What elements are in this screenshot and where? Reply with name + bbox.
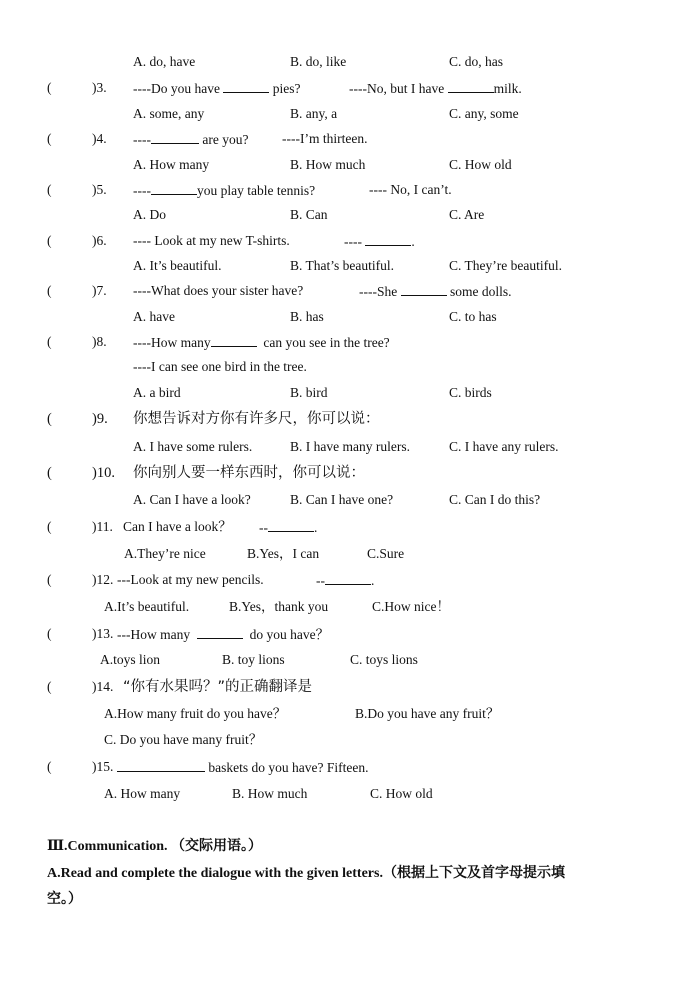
question-text: Can I have a look？ — [123, 519, 232, 534]
question-number: )10. — [92, 465, 115, 481]
q15-options — [0, 784, 696, 804]
instruction-line-2: 空。） — [47, 892, 82, 907]
q5-stem — [0, 180, 696, 200]
question-text: ---How many do you have？ — [117, 624, 329, 645]
q8-options — [0, 383, 696, 403]
question-text-reply: ----I can see one bird in the tree. — [133, 359, 307, 374]
q7-options — [0, 307, 696, 327]
answer-blank[interactable] — [117, 757, 205, 772]
q9-options — [0, 437, 696, 457]
question-text: ---- Look at my new T-shirts. — [133, 233, 290, 248]
option-c: C. Can I do this? — [449, 492, 541, 507]
q8-stem — [0, 332, 696, 352]
option-b: B. Can I have one? — [290, 492, 394, 507]
q14-stem — [0, 677, 696, 697]
answer-paren: ( — [47, 80, 52, 95]
answer-paren: ( — [47, 465, 52, 481]
question-number: )9. — [92, 411, 108, 427]
answer-paren: ( — [47, 759, 52, 774]
q3-options — [0, 104, 696, 124]
q12-stem — [0, 570, 696, 590]
question-text: ----How many can you see in the tree? — [133, 332, 390, 353]
question-number: )6. — [92, 233, 107, 248]
answer-paren: ( — [47, 131, 52, 146]
question-number: )7. — [92, 283, 107, 298]
option-a: A. Can I have a look? — [133, 492, 251, 507]
question-text-reply: ---- . — [344, 231, 415, 252]
answer-paren: ( — [47, 679, 52, 694]
answer-blank[interactable] — [223, 78, 269, 93]
option-c: C. any, some — [449, 106, 519, 121]
answer-paren: ( — [47, 182, 52, 197]
question-number: )14. — [92, 679, 114, 694]
option-b: B.Do you have any fruit？ — [355, 706, 500, 721]
question-text: ----Do you have pies? — [133, 78, 300, 99]
option-c: C. They’re beautiful. — [449, 258, 562, 273]
option-b: B. That’s beautiful. — [290, 258, 394, 273]
answer-blank[interactable] — [211, 332, 257, 347]
option-b: B. any, a — [290, 106, 338, 121]
option-a: A. a bird — [133, 385, 181, 400]
option-a: A. have — [133, 309, 175, 324]
answer-paren: ( — [47, 626, 52, 641]
option-c: C. I have any rulers. — [449, 439, 559, 454]
question-text: ----What does your sister have? — [133, 283, 304, 298]
option-c: C. toys lions — [350, 652, 418, 667]
answer-blank[interactable] — [151, 129, 199, 144]
answer-paren: ( — [47, 334, 52, 349]
answer-paren: ( — [47, 519, 52, 534]
section-title: Ⅲ.Communication. （交际用语。） — [47, 839, 262, 854]
answer-blank[interactable] — [268, 517, 314, 532]
q8-reply — [0, 357, 696, 377]
q14-options-row2 — [0, 730, 696, 750]
option-b: B. bird — [290, 385, 328, 400]
option-a: A.They’re nice — [124, 546, 206, 561]
option-b: B. Can — [290, 207, 328, 222]
option-a: A. How many — [133, 157, 210, 172]
question-number: )8. — [92, 334, 107, 349]
question-number: )3. — [92, 80, 107, 95]
option-c: C. How old — [449, 157, 512, 172]
q4-options — [0, 155, 696, 175]
q6-stem — [0, 231, 696, 251]
answer-paren: ( — [47, 572, 52, 587]
option-b: B.Yes，thank you — [229, 599, 329, 614]
answer-paren: ( — [47, 411, 52, 427]
option-b: B. has — [290, 309, 324, 324]
q11-stem — [0, 517, 696, 537]
option-a: A. It’s beautiful. — [133, 258, 222, 273]
q13-stem — [0, 624, 696, 644]
answer-blank[interactable] — [365, 231, 411, 246]
option-b: B. How much — [232, 786, 308, 801]
option-c: C. Do you have many fruit？ — [104, 732, 263, 747]
q4-stem — [0, 129, 696, 149]
question-text: “你有水果吗？”的正确翻译是 — [123, 679, 313, 695]
question-text: ---- you play table tennis? — [133, 180, 315, 201]
option-a: A.It’s beautiful. — [104, 599, 190, 614]
question-text: ---Look at my new pencils. — [117, 572, 264, 587]
question-text-reply: ----She some dolls. — [359, 281, 512, 302]
q7-stem — [0, 281, 696, 301]
answer-blank[interactable] — [197, 624, 243, 639]
section-instruction — [0, 864, 696, 884]
answer-blank[interactable] — [151, 180, 197, 195]
option-a: A. How many — [104, 786, 181, 801]
option-c: C. How old — [370, 786, 433, 801]
option-b: B. do, like — [290, 54, 347, 69]
q11-options — [0, 544, 696, 564]
question-text: ---- are you? — [133, 129, 248, 150]
question-text-reply: ----I’m thirteen. — [282, 131, 368, 146]
option-c: C.How nice！ — [372, 599, 450, 614]
question-number: )4. — [92, 131, 107, 146]
answer-blank[interactable] — [325, 570, 371, 585]
option-a: A. I have some rulers. — [133, 439, 253, 454]
option-c: C. birds — [449, 385, 492, 400]
question-text-reply: ---- No, I can’t. — [369, 182, 452, 197]
option-c: C.Sure — [367, 546, 405, 561]
option-c: C. do, has — [449, 54, 503, 69]
question-number: )15. — [92, 759, 114, 774]
option-b: B. I have many rulers. — [290, 439, 410, 454]
option-c: C. to has — [449, 309, 497, 324]
option-b: B.Yes，I can — [247, 546, 320, 561]
q3-stem — [0, 78, 696, 98]
option-a: A. Do — [133, 207, 166, 222]
option-a: A.toys lion — [100, 652, 161, 667]
q13-options — [0, 650, 696, 670]
option-a: A. do, have — [133, 54, 196, 69]
question-number: )5. — [92, 182, 107, 197]
answer-blank[interactable] — [401, 281, 447, 296]
question-text: 你向别人要一样东西时，你可以说： — [133, 465, 365, 481]
q6-options — [0, 256, 696, 276]
question-text: baskets do you have? Fifteen. — [117, 757, 368, 778]
question-number: )13. — [92, 626, 114, 641]
q10-options — [0, 490, 696, 510]
q12-options — [0, 597, 696, 617]
question-text-reply: -- . — [316, 570, 374, 591]
option-b: B. How much — [290, 157, 366, 172]
option-a: A.How many fruit do you have？ — [104, 706, 287, 721]
instruction-line-1: A.Read and complete the dialogue with the given letters.（根据上下文及首字母提示填 — [47, 866, 565, 881]
q2-options — [0, 52, 696, 72]
q5-options — [0, 205, 696, 225]
question-number: )12. — [92, 572, 114, 587]
option-b: B. toy lions — [222, 652, 285, 667]
answer-paren: ( — [47, 283, 52, 298]
section-heading — [0, 837, 696, 857]
q14-options-row1 — [0, 704, 696, 724]
question-text: 你想告诉对方你有许多尺，你可以说： — [133, 411, 380, 427]
answer-paren: ( — [47, 233, 52, 248]
q15-stem — [0, 757, 696, 777]
option-c: C. Are — [449, 207, 485, 222]
option-a: A. some, any — [133, 106, 205, 121]
section-instruction-cont — [0, 890, 696, 910]
q10-stem — [0, 463, 696, 483]
question-text-reply: ----No, but I have milk. — [349, 78, 522, 99]
question-text-reply: -- . — [259, 517, 317, 538]
question-number: )11. — [92, 519, 113, 534]
answer-blank[interactable] — [448, 78, 494, 93]
q9-stem — [0, 409, 696, 429]
